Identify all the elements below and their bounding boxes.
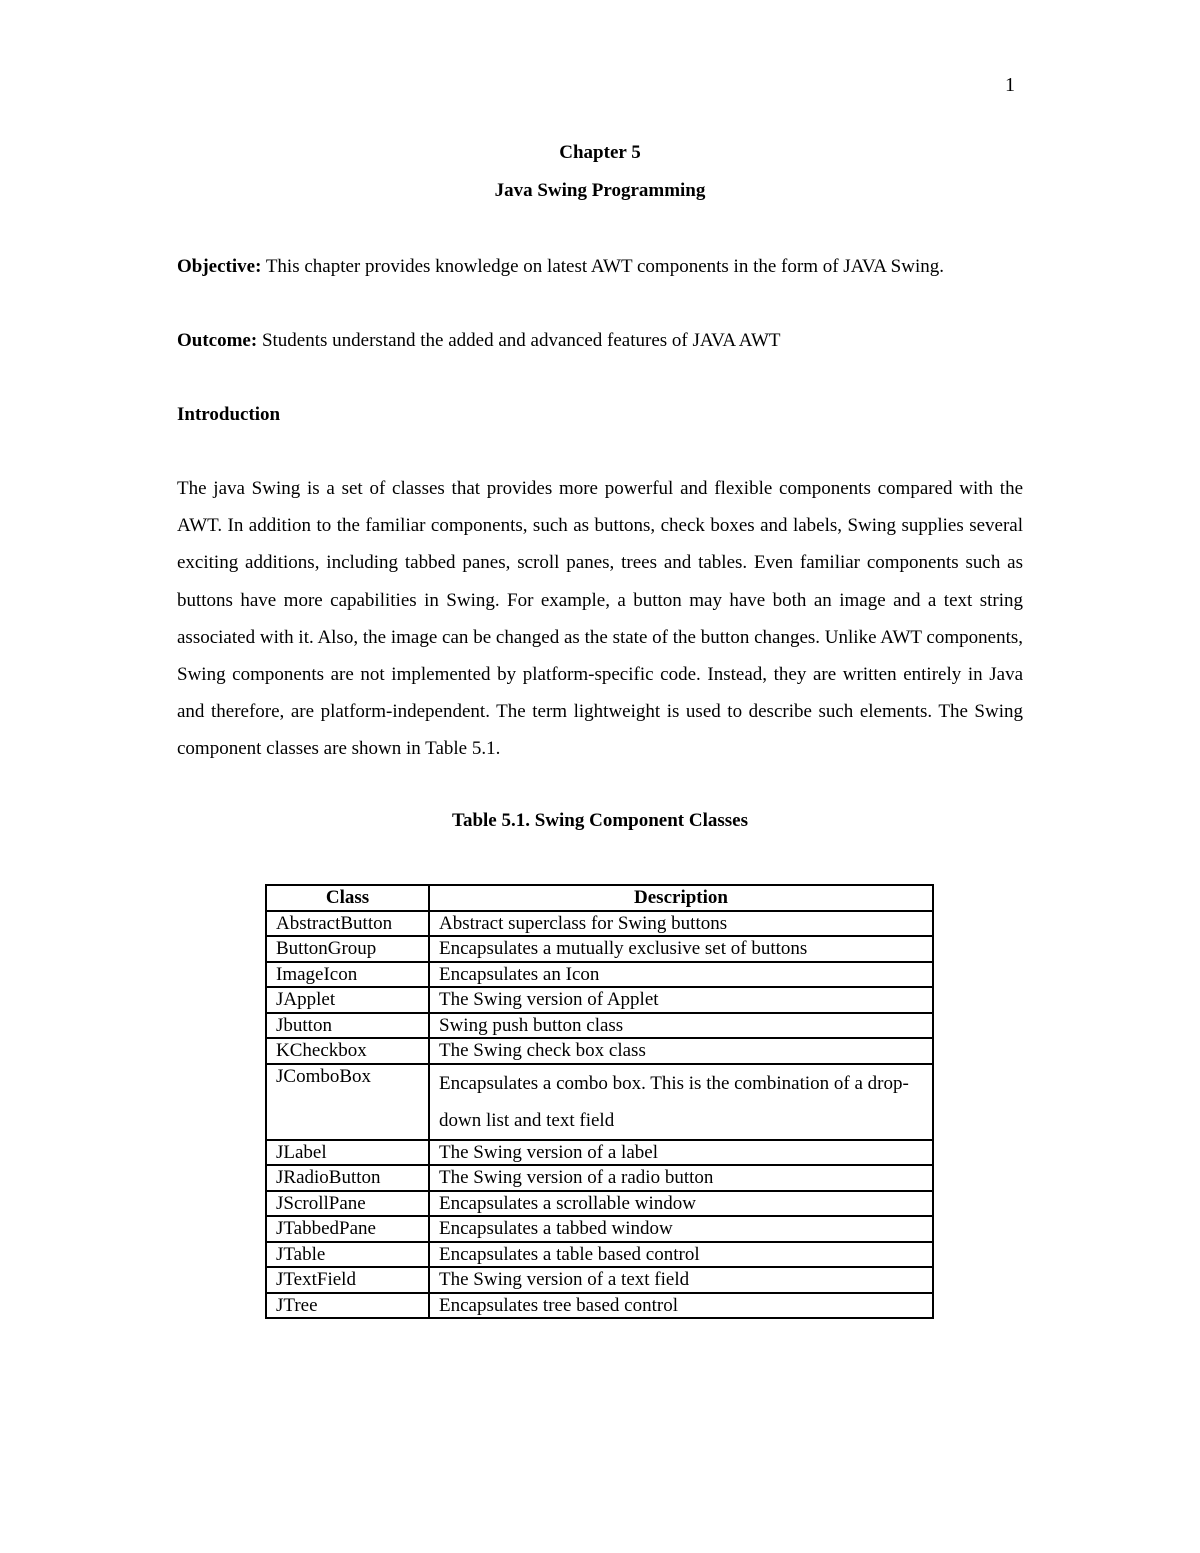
description-cell: Swing push button class	[429, 1013, 933, 1039]
class-cell: KCheckbox	[266, 1038, 429, 1064]
class-cell: JRadioButton	[266, 1165, 429, 1191]
table-row	[266, 1038, 933, 1064]
description-cell: Abstract superclass for Swing buttons	[429, 911, 933, 937]
table-row	[266, 1216, 933, 1242]
table-row	[266, 1267, 933, 1293]
objective-paragraph	[177, 248, 1023, 285]
description-cell: Encapsulates an Icon	[429, 962, 933, 988]
introduction-body: The java Swing is a set of classes that provides more powerful and flexible components compared with the AWT. In addition to the familiar components, such as buttons, check boxes and labels, Swing supplies several exciting additions, including tabbed panes, scroll panes, trees and tables. Even familiar components such as buttons have more capabilities in Swing. For example, a button may have both an image and a text string associated with it. Also, the image can be changed as the state of the button changes. Unlike AWT components, Swing components are not implemented by platform-specific code. Instead, they are written entirely in Java and therefore, are platform-independent. The term lightweight is used to describe such elements. The Swing component classes are shown in Table 5.1.	[177, 478, 1023, 760]
table-row	[266, 911, 933, 937]
class-cell: JLabel	[266, 1140, 429, 1166]
description-cell: The Swing check box class	[429, 1038, 933, 1064]
class-cell: AbstractButton	[266, 911, 429, 937]
table-row	[266, 1140, 933, 1166]
table-row	[266, 962, 933, 988]
class-cell: JScrollPane	[266, 1191, 429, 1217]
outcome-paragraph	[177, 322, 1023, 359]
table-header-row	[266, 885, 933, 911]
objective-label: Objective:	[177, 256, 262, 277]
outcome-text: Students understand the added and advanced features of JAVA AWT	[257, 330, 781, 351]
chapter-title: Chapter 5	[559, 142, 641, 163]
class-cell: JComboBox	[266, 1064, 429, 1140]
table-row	[266, 1165, 933, 1191]
column-header-description: Description	[429, 885, 933, 911]
description-cell: Encapsulates a combo box. This is the combination of a drop-down list and text field	[429, 1064, 933, 1140]
introduction-heading: Introduction	[177, 404, 281, 425]
description-cell: The Swing version of Applet	[429, 987, 933, 1013]
class-cell: JTree	[266, 1293, 429, 1319]
description-cell: Encapsulates a tabbed window	[429, 1216, 933, 1242]
description-cell: The Swing version of a label	[429, 1140, 933, 1166]
class-cell: JTable	[266, 1242, 429, 1268]
class-cell: JApplet	[266, 987, 429, 1013]
outcome-label: Outcome:	[177, 330, 258, 351]
class-cell: ImageIcon	[266, 962, 429, 988]
column-header-class: Class	[266, 885, 429, 911]
table-row	[266, 1242, 933, 1268]
description-cell: The Swing version of a radio button	[429, 1165, 933, 1191]
page-number: 1	[1005, 74, 1015, 96]
description-cell: Encapsulates tree based control	[429, 1293, 933, 1319]
description-cell: Encapsulates a scrollable window	[429, 1191, 933, 1217]
objective-text: This chapter provides knowledge on latest AWT components in the form of JAVA Swing.	[261, 256, 944, 277]
description-cell: Encapsulates a mutually exclusive set of buttons	[429, 936, 933, 962]
table-row	[266, 987, 933, 1013]
table-row	[266, 1013, 933, 1039]
table-row	[266, 1191, 933, 1217]
table-row	[266, 936, 933, 962]
swing-components-table	[265, 884, 934, 1319]
table-row	[266, 1293, 933, 1319]
chapter-subtitle: Java Swing Programming	[494, 180, 706, 201]
table-caption: Table 5.1. Swing Component Classes	[452, 810, 748, 831]
description-cell: The Swing version of a text field	[429, 1267, 933, 1293]
class-cell: JTextField	[266, 1267, 429, 1293]
table-row	[266, 1064, 933, 1140]
description-cell: Encapsulates a table based control	[429, 1242, 933, 1268]
class-cell: Jbutton	[266, 1013, 429, 1039]
class-cell: ButtonGroup	[266, 936, 429, 962]
class-cell: JTabbedPane	[266, 1216, 429, 1242]
